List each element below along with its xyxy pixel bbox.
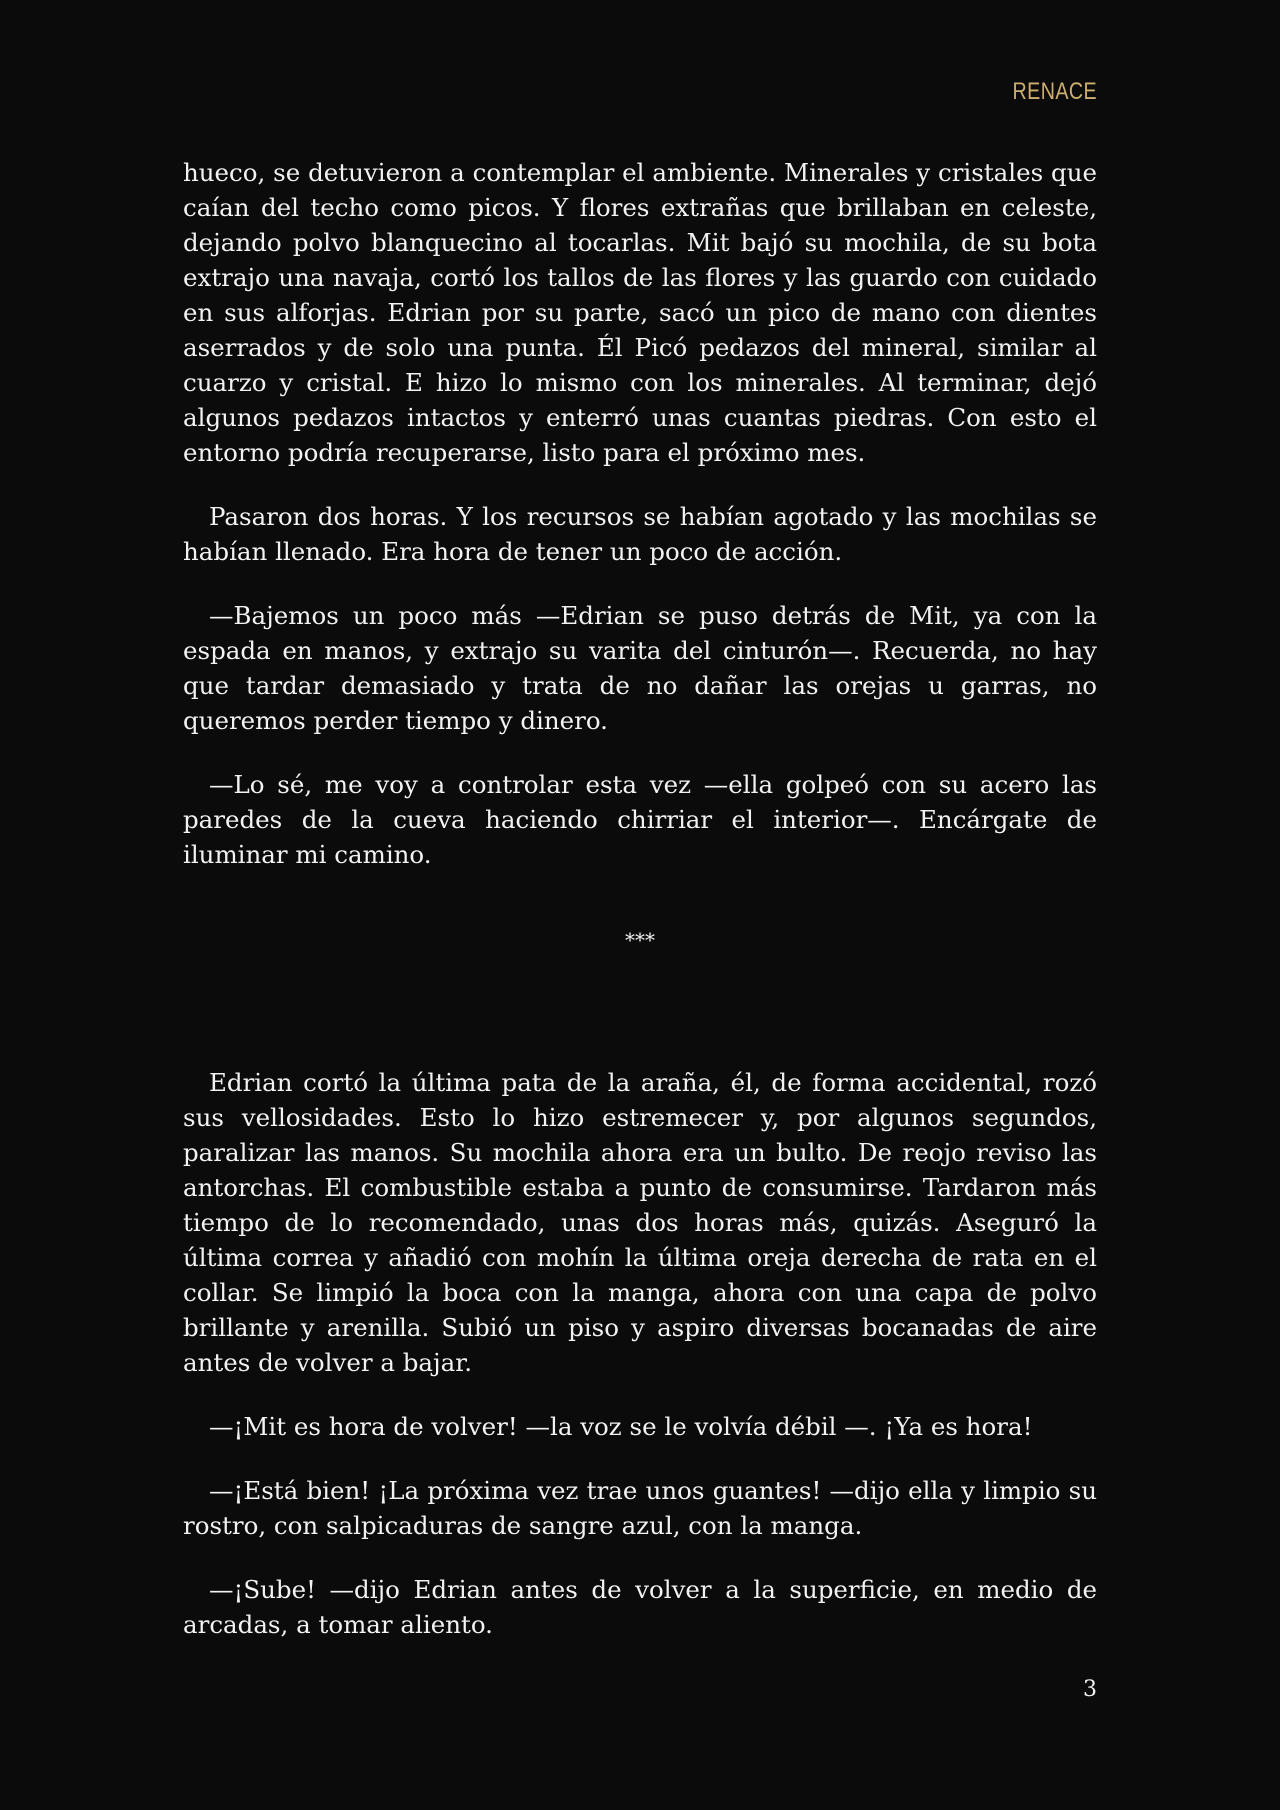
book-page [183, 0, 1097, 1810]
paragraph-5: Edrian cortó la última pata de la araña, él, de forma accidental, rozó sus vellosidades. Esto lo hizo estremecer y, por algunos segundos, paralizar las manos. Su mochila ahora era un bulto. De reojo reviso las antorchas. El combustible estaba a punto de consumirse. Tardaron más tiempo de lo recomendado, unas dos horas más, quizás. Aseguró la última correa y añadió con mohín la última oreja derecha de rata en el collar. Se limpió la boca con la manga, ahora con una capa de polvo brillante y arenilla. Subió un piso y aspiro diversas bocanadas de aire antes de volver a bajar. [183, 1068, 1097, 1377]
scene-break: *** [625, 928, 655, 952]
paragraph-8: —¡Sube! —dijo Edrian antes de volver a la superficie, en medio de arcadas, a tomar aliento. [183, 1575, 1097, 1639]
page-number: 3 [1083, 1677, 1097, 1702]
running-header: RENACE [1012, 78, 1097, 105]
paragraph-1: hueco, se detuvieron a contemplar el ambiente. Minerales y cristales que caían del techo como picos. Y flores extrañas que brillaban en celeste, dejando polvo blanquecino al tocarlas. Mit bajó su mochila, de su bota extrajo una navaja, cortó los tallos de las flores y las guardo con cuidado en sus alforjas. Edrian por su parte, sacó un pico de mano con dientes aserrados y de solo una punta. Él Picó pedazos del mineral, similar al cuarzo y cristal. E hizo lo mismo con los minerales. Al terminar, dejó algunos pedazos intactos y enterró unas cuantas piedras. Con esto el entorno podría recuperarse, listo para el próximo mes. [183, 158, 1097, 467]
page-body [183, 155, 1097, 1671]
paragraph-7: —¡Está bien! ¡La próxima vez trae unos guantes! —dijo ella y limpio su rostro, con salpicaduras de sangre azul, con la manga. [183, 1476, 1097, 1540]
paragraph-2: Pasaron dos horas. Y los recursos se habían agotado y las mochilas se habían llenado. Era hora de tener un poco de acción. [183, 502, 1097, 566]
paragraph-4: —Lo sé, me voy a controlar esta vez —ella golpeó con su acero las paredes de la cueva haciendo chirriar el interior—. Encárgate de iluminar mi camino. [183, 770, 1097, 869]
paragraph-6: —¡Mit es hora de volver! —la voz se le volvía débil —. ¡Ya es hora! [209, 1412, 1033, 1441]
paragraph-3: —Bajemos un poco más —Edrian se puso detrás de Mit, ya con la espada en manos, y extrajo su varita del cinturón—. Recuerda, no hay que tardar demasiado y trata de no dañar las orejas u garras, no queremos perder tiempo y dinero. [183, 601, 1097, 735]
